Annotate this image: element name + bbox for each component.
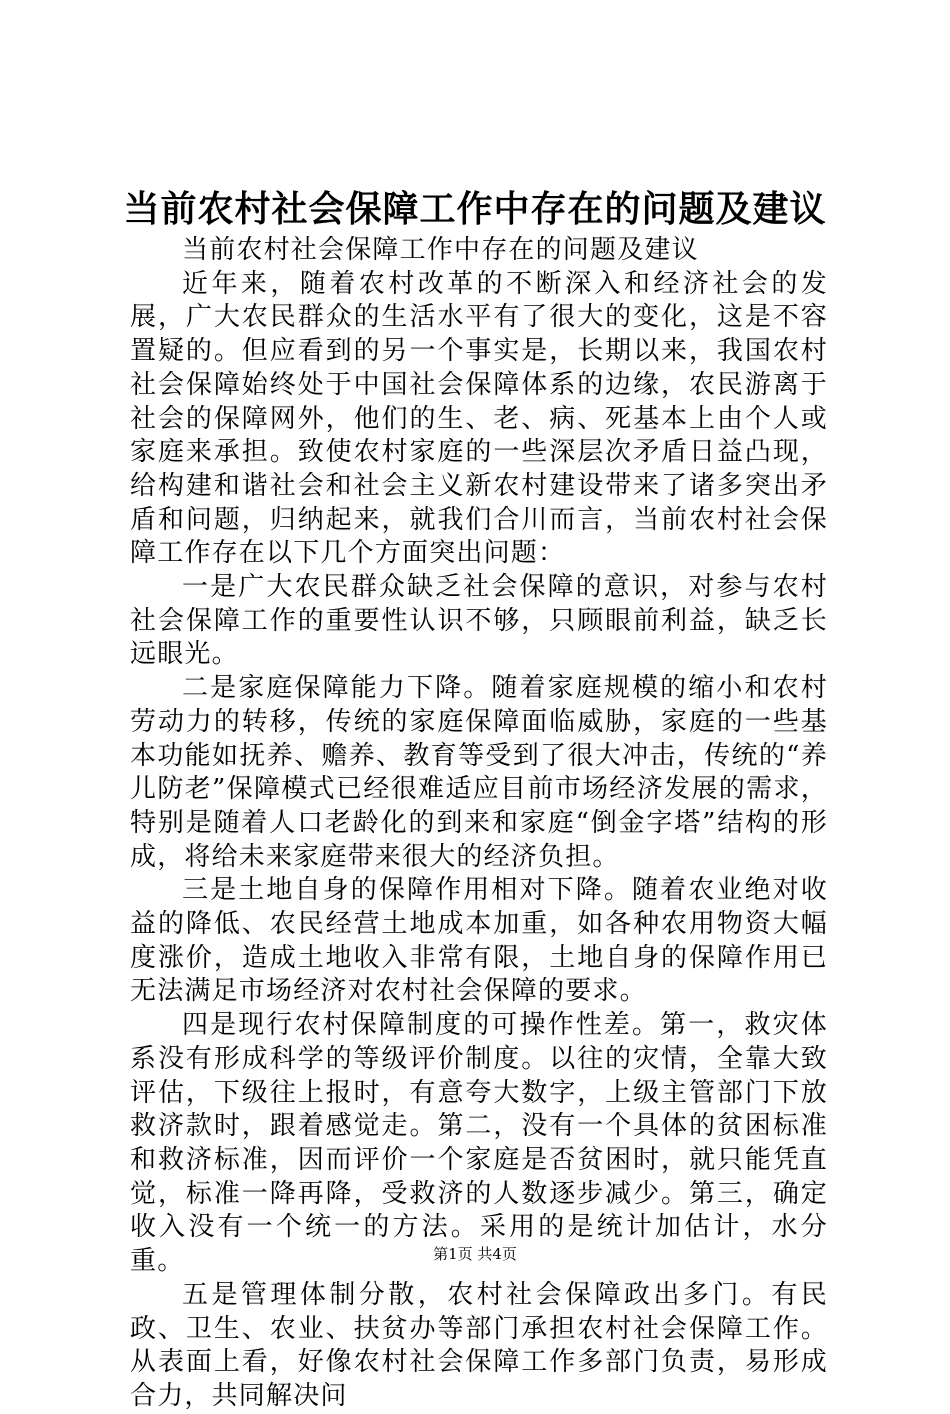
document-body [130, 234, 828, 1414]
paragraph-issue-4: 四是现行农村保障制度的可操作性差。第一，救灾体系没有形成科学的等级评价制度。以往的灾情，全靠大致评估，下级往上报时，有意夸大数字，上级主管部门下放救济款时，跟着感觉走。第二，没有一个具体的贫困标准和救济标准，因而评价一个家庭是否贫困时，就只能凭直觉，标准一降再降，受救济的人数逐步减少。第三，确定收入没有一个统一的方法。采用的是统计加估计，水分重。 [130, 1010, 828, 1277]
paragraph-issue-5: 五是管理体制分散，农村社会保障政出多门。有民政、卫生、农业、扶贫办等部门承担农村社会保障工作。从表面上看，好像农村社会保障工作多部门负责，易形成合力，共同解决问 [130, 1279, 828, 1411]
page-number-footer: 第1页 共4页 [433, 1245, 517, 1263]
paragraph-issue-3: 三是土地自身的保障作用相对下降。随着农业绝对收益的降低、农民经营土地成本加重，如各种农用物资大幅度涨价，造成土地收入非常有限，土地自身的保障作用已无法满足市场经济对农村社会保障的要求。 [130, 875, 828, 1007]
paragraph-subtitle: 当前农村社会保障工作中存在的问题及建议 [182, 235, 699, 265]
document-title: 当前农村社会保障工作中存在的问题及建议 [123, 188, 827, 230]
paragraph-issue-2: 二是家庭保障能力下降。随着家庭规模的缩小和农村劳动力的转移，传统的家庭保障面临威胁，家庭的一些基本功能如抚养、赡养、教育等受到了很大冲击，传统的“养儿防老”保障模式已经很难适应目前市场经济发展的需求，特别是随着人口老龄化的到来和家庭“倒金字塔”结构的形成，将给未来家庭带来很大的经济负担。 [130, 673, 828, 872]
paragraph-intro: 近年来，随着农村改革的不断深入和经济社会的发展，广大农民群众的生活水平有了很大的变化，这是不容置疑的。但应看到的另一个事实是，长期以来，我国农村社会保障始终处于中国社会保障体系的边缘，农民游离于社会的保障网外，他们的生、老、病、死基本上由个人或家庭来承担。致使农村家庭的一些深层次矛盾日益凸现，给构建和谐社会和社会主义新农村建设带来了诸多突出矛盾和问题，归纳起来，就我们合川而言，当前农村社会保障工作存在以下几个方面突出问题： [130, 268, 828, 569]
paragraph-issue-1: 一是广大农民群众缺乏社会保障的意识，对参与农村社会保障工作的重要性认识不够，只顾眼前利益，缺乏长远眼光。 [130, 572, 828, 670]
